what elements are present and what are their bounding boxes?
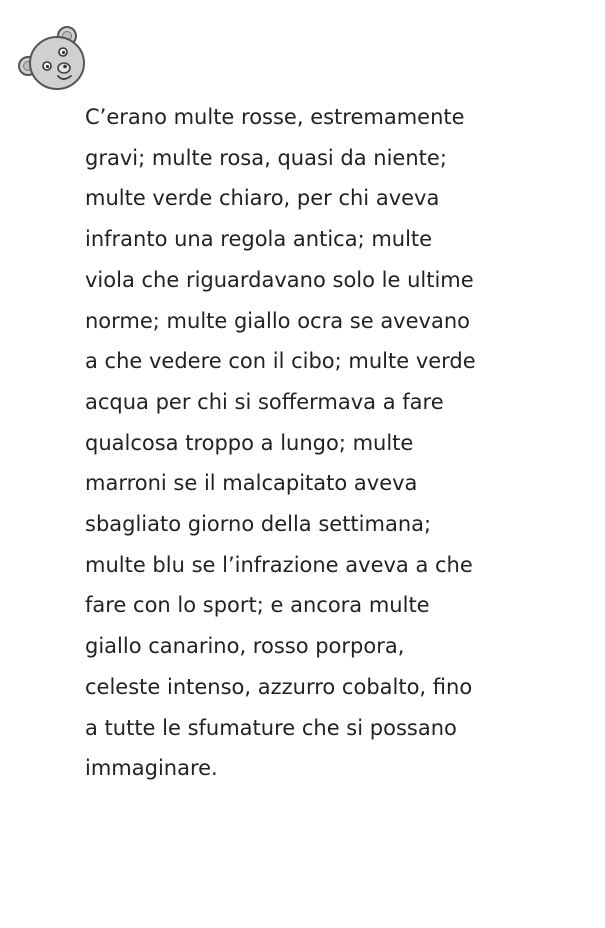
paragraph-line: immaginare. — [85, 756, 218, 781]
paragraph-line: acqua per chi si soffermava a fare — [85, 389, 444, 414]
paragraph-line: viola che riguardavano solo le ultime — [85, 267, 474, 292]
paragraph-line: a che vedere con il cibo; multe verde — [85, 349, 476, 374]
paragraph-line: gravi; multe rosa, quasi da niente; — [85, 145, 447, 170]
paragraph-line: C’erano multe rosse, estremamente — [85, 105, 465, 129]
paragraph-line: qualcosa troppo a lungo; multe — [85, 430, 414, 455]
bear-face-icon — [17, 22, 89, 94]
paragraph-line: multe blu se l’infrazione aveva a che — [85, 552, 473, 577]
paragraph-line: celeste intenso, azzurro cobalto, fino — [85, 674, 473, 699]
paragraph-line: sbagliato giorno della settimana; — [85, 512, 432, 537]
paragraph — [85, 97, 565, 789]
paragraph-line: norme; multe giallo ocra se avevano — [85, 308, 470, 333]
paragraph-line: giallo canarino, rosso porpora, — [85, 634, 405, 659]
paragraph-line: fare con lo sport; e ancora multe — [85, 593, 430, 618]
paragraph-line: infranto una regola antica; multe — [85, 227, 433, 252]
paragraph-line: multe verde chiaro, per chi aveva — [85, 186, 440, 211]
paragraph-line: marroni se il malcapitato aveva — [85, 471, 418, 496]
paragraph-line: a tutte le sfumature che si possano — [85, 715, 457, 740]
